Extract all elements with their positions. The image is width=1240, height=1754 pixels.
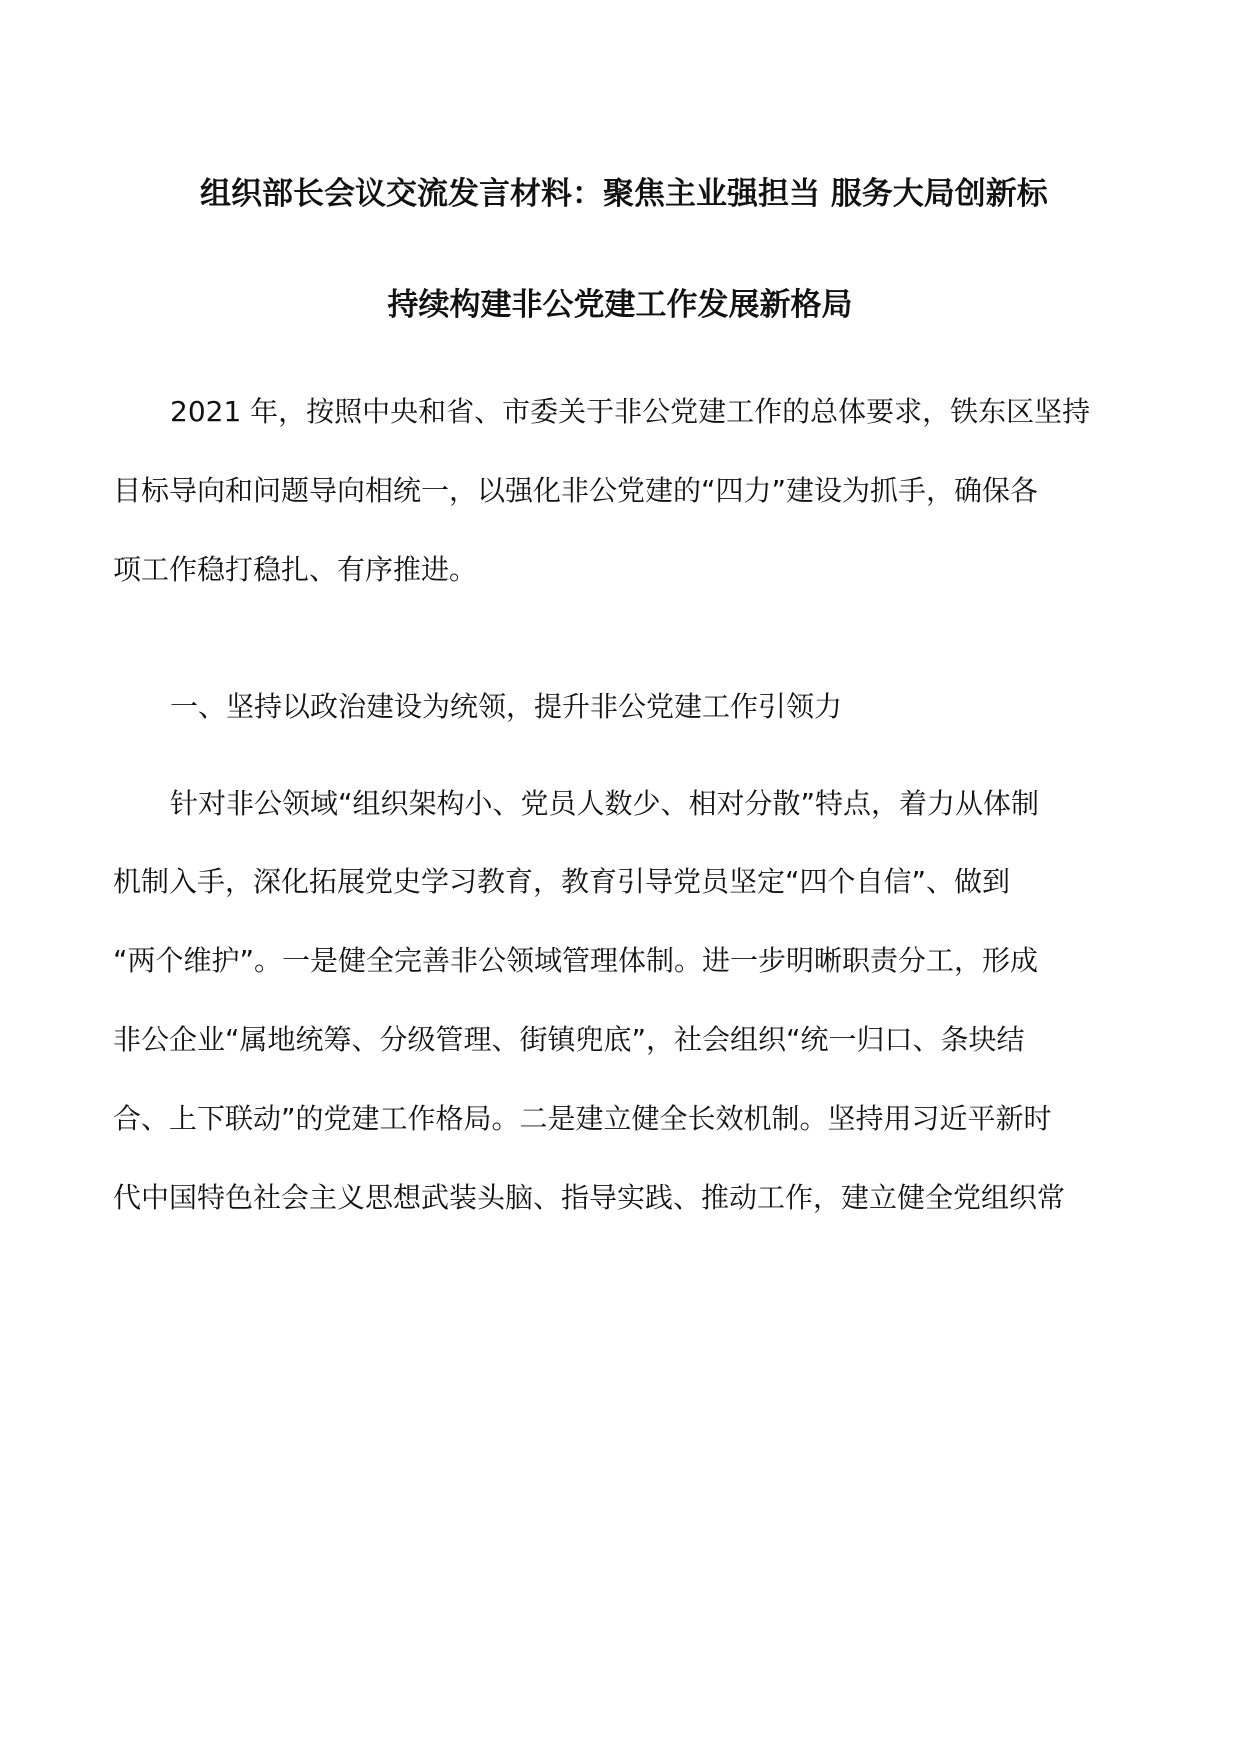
paragraph-2-line-4: 非公企业“属地统筹、分级管理、街镇兜底”，社会组织“统一归口、条块结 — [113, 1023, 1025, 1056]
paragraph-2-line-5: 合、上下联动”的党建工作格局。二是建立健全长效机制。坚持用习近平新时 — [113, 1102, 1052, 1135]
paragraph-2-line-6: 代中国特色社会主义思想武装头脑、指导实践、推动工作，建立健全党组织常 — [113, 1181, 1066, 1214]
document-title-line-1: 组织部长会议交流发言材料：聚焦主业强担当 服务大局创新标 — [200, 176, 1048, 212]
paragraph-2-line-1: 针对非公领域“组织架构小、党员人数少、相对分散”特点，着力从体制 — [170, 787, 1040, 820]
paragraph-1-line-1: 2021 年，按照中央和省、市委关于非公党建工作的总体要求，铁东区坚持 — [170, 395, 1091, 428]
paragraph-1-line-3: 项工作稳打稳扎、有序推进。 — [113, 553, 478, 586]
section-heading-1: 一、坚持以政治建设为统领，提升非公党建工作引领力 — [170, 690, 843, 723]
paragraph-2-line-3: “两个维护”。一是健全完善非公领域管理体制。进一步明晰职责分工，形成 — [113, 944, 1039, 977]
document-title-line-2: 持续构建非公党建工作发展新格局 — [387, 287, 853, 323]
paragraph-2-line-2: 机制入手，深化拓展党史学习教育，教育引导党员坚定“四个自信”、做到 — [113, 865, 1011, 898]
paragraph-1-line-2: 目标导向和问题导向相统一，以强化非公党建的“四力”建设为抓手，确保各 — [113, 474, 1039, 507]
